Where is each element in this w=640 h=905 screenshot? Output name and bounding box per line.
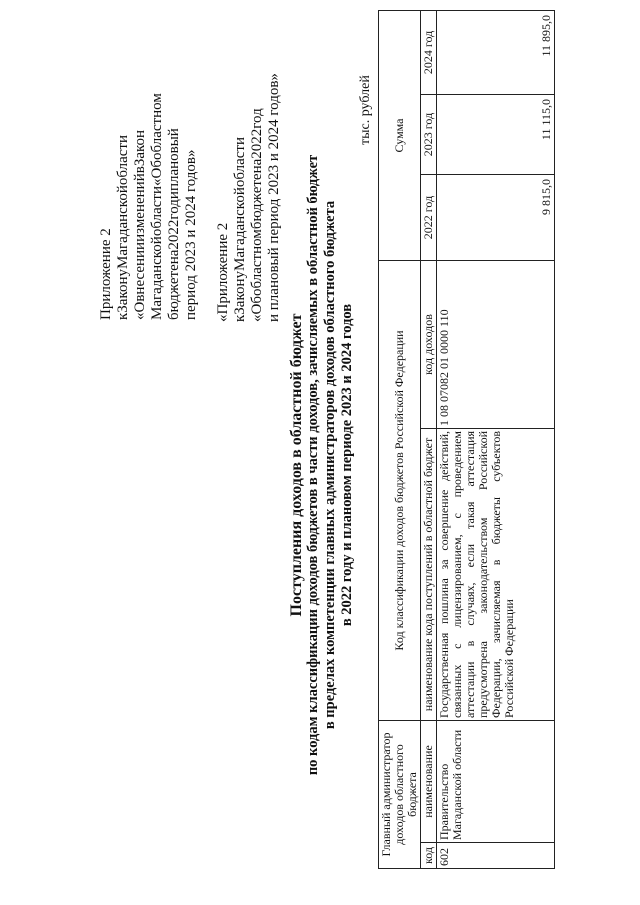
appendix-original-word: к <box>232 314 248 322</box>
appendix-current-word: Закону <box>115 268 131 313</box>
admin-group-header: Главный администратор доходов областного бюджета <box>379 720 421 868</box>
appendix-current-word: внесении <box>132 241 148 302</box>
amount-2022-cell: 9 815,0 <box>437 174 555 260</box>
sum-group-header: Сумма <box>379 10 421 260</box>
year-2024-header: 2024 год <box>421 10 437 94</box>
admin-name-cell: Правительство Магаданской области <box>437 720 555 842</box>
income-table <box>378 10 555 869</box>
appendix-original-word: год <box>249 108 265 129</box>
income-code-header: код доходов <box>421 260 437 428</box>
appendix-current-word: Закон <box>132 129 148 167</box>
appendix-current-line <box>166 65 183 320</box>
appendix-current-line <box>115 65 132 320</box>
appendix-current-line <box>98 65 115 320</box>
appendix-original-word: Магаданской <box>232 187 248 271</box>
appendix-original-word: и плановый период 2023 и 2024 годов» <box>266 73 282 322</box>
appendix-original-line <box>232 64 249 322</box>
appendix-current-word: Приложение 2 <box>98 228 114 320</box>
appendix-current-word: Магаданской <box>115 185 131 269</box>
admin-name-header: наименование <box>421 720 437 842</box>
appendix-original-word: на <box>249 158 265 174</box>
appendix-current-line <box>132 65 149 320</box>
title-line-2: по кодам классификации доходов бюджетов в части доходов, зачисляемых в областной бюджет <box>305 154 321 776</box>
appendix-current-word: и <box>166 191 182 200</box>
appendix-current-word: к <box>115 312 131 320</box>
appendix-current-word: в <box>132 166 148 174</box>
classification-group-header: Код классификации доходов бюджетов Российской Федерации <box>379 260 421 720</box>
appendix-current-word: области <box>115 134 131 186</box>
appendix-current-word: «О <box>132 301 148 320</box>
admin-code-header: код <box>421 843 437 869</box>
appendix-current-line <box>149 65 166 320</box>
appendix-current-word: плановый <box>166 128 182 192</box>
appendix-current-word: год <box>166 199 182 220</box>
appendix-current-word: области <box>149 186 165 237</box>
appendix-current-word: на <box>166 249 182 265</box>
appendix-current-heading <box>98 65 200 320</box>
appendix-original-line <box>215 64 232 322</box>
amount-2023-cell: 11 115,0 <box>437 94 555 174</box>
appendix-original-word: бюджете <box>249 173 265 230</box>
appendix-original-word: Закону <box>232 270 248 315</box>
appendix-original-heading <box>215 64 283 322</box>
title-line-1: Поступления доходов в областной бюджет <box>288 313 305 617</box>
appendix-original-word: 2022 <box>249 128 265 159</box>
appendix-original-line <box>266 64 283 322</box>
income-name-header: наименование кода поступлений в областной бюджет <box>421 428 437 720</box>
appendix-current-word: изменений <box>132 173 148 242</box>
appendix-current-word: Магаданской <box>149 236 165 320</box>
appendix-current-word: «Об <box>149 160 165 186</box>
appendix-original-word: областном <box>249 229 265 297</box>
document-title <box>288 115 356 815</box>
title-line-4: в 2022 году и плановом периоде 2023 и 2024 годов <box>339 303 355 627</box>
appendix-original-word: области <box>232 136 248 188</box>
year-2023-header: 2023 год <box>421 94 437 174</box>
appendix-current-word: областном <box>149 93 165 161</box>
appendix-current-word: период 2023 и 2024 годов» <box>183 149 199 320</box>
units-label: тыс. рублей <box>358 75 373 145</box>
appendix-original-line <box>249 64 266 322</box>
appendix-original-word: «Приложение 2 <box>215 222 231 322</box>
appendix-original-word: «Об <box>249 296 265 322</box>
year-2022-header: 2022 год <box>421 174 437 260</box>
title-line-3: в пределах компетенции главных администраторов доходов областного бюджета <box>322 200 338 730</box>
income-name-cell: Государственная пошлина за совершение действий, связанных с лицензированием, с проведением аттестации в случаях, если такая аттестация предусмотрена законодательством Российской Федерации, зачисляемая в бюджеты субъектов Российской Федерации <box>437 428 555 720</box>
appendix-current-word: 2022 <box>166 219 182 250</box>
appendix-current-word: бюджете <box>166 264 182 320</box>
admin-code-cell: 602 <box>437 843 555 869</box>
table-row <box>437 10 555 868</box>
income-code-cell: 1 08 07082 01 0000 110 <box>437 260 555 428</box>
appendix-current-line <box>183 65 200 320</box>
amount-2024-cell: 11 895,0 <box>437 10 555 94</box>
